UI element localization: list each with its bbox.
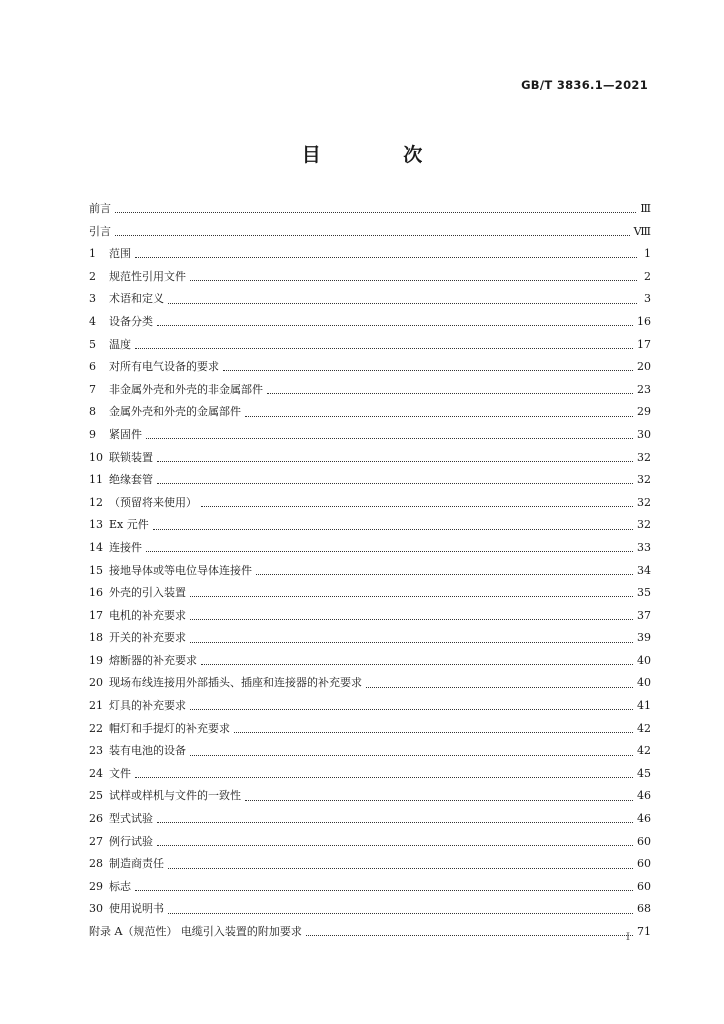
toc-entry-page: 42 xyxy=(637,744,651,758)
toc-entry[interactable] xyxy=(89,311,651,334)
toc-entry-number: 18 xyxy=(89,631,103,645)
toc-entry[interactable] xyxy=(89,514,651,537)
toc-dot-leader xyxy=(157,821,633,823)
toc-entry[interactable] xyxy=(89,627,651,650)
toc-entry-page: 39 xyxy=(637,631,651,645)
toc-entry-label: 前言 xyxy=(89,202,111,215)
toc-dot-leader xyxy=(256,573,633,575)
toc-entry-page: 68 xyxy=(637,902,651,916)
toc-entry-number: 15 xyxy=(89,563,103,577)
toc-entry-page: 29 xyxy=(637,405,651,419)
toc-entry-label: 制造商责任 xyxy=(109,857,164,871)
toc-entry-number: 14 xyxy=(89,540,103,554)
toc-entry-number: 16 xyxy=(89,586,103,600)
toc-entry-label: 例行试验 xyxy=(109,834,153,848)
toc-entry[interactable] xyxy=(89,605,651,628)
standard-code: GB/T 3836.1—2021 xyxy=(521,78,648,92)
toc-entry-label: 联锁装置 xyxy=(109,450,153,464)
toc-entry[interactable] xyxy=(89,288,651,311)
toc-entry[interactable] xyxy=(89,876,651,899)
toc-entry-label: 术语和定义 xyxy=(109,292,164,306)
toc-entry-label: 金属外壳和外壳的金属部件 xyxy=(109,405,241,419)
toc-entry-label: 试样或样机与文件的一致性 xyxy=(109,789,241,803)
toc-entry-page: 60 xyxy=(637,857,651,871)
toc-entry-label: 绝缘套管 xyxy=(109,473,153,487)
toc-entry[interactable] xyxy=(89,266,651,289)
toc-entry-label: 接地导体或等电位导体连接件 xyxy=(109,563,252,577)
page-title: 目 次 xyxy=(301,144,461,166)
toc-entry[interactable] xyxy=(89,424,651,447)
toc-dot-leader xyxy=(157,460,633,462)
toc-entry[interactable] xyxy=(89,447,651,470)
toc-entry[interactable] xyxy=(89,763,651,786)
toc-entry-page: 60 xyxy=(637,834,651,848)
toc-entry-page: 45 xyxy=(637,766,651,780)
toc-entry-number: 30 xyxy=(89,902,103,916)
toc-dot-leader xyxy=(153,528,633,530)
toc-dot-leader xyxy=(146,437,633,439)
toc-entry[interactable] xyxy=(89,582,651,605)
toc-entry-page: 23 xyxy=(637,382,651,396)
toc-entry-label: 紧固件 xyxy=(109,427,142,441)
toc-dot-leader xyxy=(135,776,633,778)
toc-entry-number: 13 xyxy=(89,518,103,532)
toc-entry-page: 37 xyxy=(637,608,651,622)
toc-entry[interactable] xyxy=(89,221,651,244)
toc-entry[interactable] xyxy=(89,853,651,876)
toc-entry-label: 装有电池的设备 xyxy=(109,744,186,758)
toc-dot-leader xyxy=(245,799,633,801)
toc-dot-leader xyxy=(157,482,633,484)
toc-entry-label: 引言 xyxy=(89,224,111,238)
toc-entry-number: 11 xyxy=(89,473,103,487)
toc-entry[interactable] xyxy=(89,334,651,357)
toc-entry-page: 35 xyxy=(637,586,651,600)
toc-entry-page: 40 xyxy=(637,653,651,667)
toc-dot-leader xyxy=(190,641,633,643)
table-of-contents xyxy=(89,198,651,944)
toc-entry-label: （预留将来使用） xyxy=(109,495,197,509)
toc-entry[interactable] xyxy=(89,469,651,492)
toc-entry-number: 22 xyxy=(89,721,103,735)
toc-entry-label: 非金属外壳和外壳的非金属部件 xyxy=(109,382,263,396)
toc-entry[interactable] xyxy=(89,718,651,741)
toc-entry[interactable] xyxy=(89,650,651,673)
toc-dot-leader xyxy=(157,324,633,326)
toc-entry-number: 8 xyxy=(89,405,96,419)
toc-entry-number: 4 xyxy=(89,314,96,328)
toc-entry-page: 2 xyxy=(644,269,651,283)
toc-entry[interactable] xyxy=(89,898,651,921)
toc-entry-number: 9 xyxy=(89,427,96,441)
toc-dot-leader xyxy=(135,256,637,258)
toc-entry[interactable] xyxy=(89,921,651,944)
toc-entry-number: 29 xyxy=(89,879,103,893)
toc-entry-number: 20 xyxy=(89,676,103,690)
toc-entry-number: 2 xyxy=(89,269,96,283)
toc-entry-number: 10 xyxy=(89,450,103,464)
toc-entry-page: 32 xyxy=(637,495,651,509)
toc-entry[interactable] xyxy=(89,785,651,808)
toc-dot-leader xyxy=(135,347,633,349)
toc-entry-label: 规范性引用文件 xyxy=(109,269,186,283)
toc-entry[interactable] xyxy=(89,740,651,763)
toc-entry-page: 40 xyxy=(637,676,651,690)
toc-dot-leader xyxy=(168,912,633,914)
toc-entry-label: 灯具的补充要求 xyxy=(109,699,186,713)
toc-entry-label: 电机的补充要求 xyxy=(109,608,186,622)
toc-entry[interactable] xyxy=(89,198,651,221)
toc-entry-label: 使用说明书 xyxy=(109,902,164,916)
toc-entry-page: 32 xyxy=(637,450,651,464)
toc-entry-label: 标志 xyxy=(109,879,131,893)
toc-entry[interactable] xyxy=(89,560,651,583)
toc-dot-leader xyxy=(157,844,633,846)
toc-entry-page: Ⅷ xyxy=(633,224,651,238)
page-folio: Ⅰ xyxy=(626,932,630,943)
toc-entry-page: 42 xyxy=(637,721,651,735)
toc-entry-label: 对所有电气设备的要求 xyxy=(109,360,219,374)
toc-entry[interactable] xyxy=(89,695,651,718)
toc-entry-number: 28 xyxy=(89,857,103,871)
toc-dot-leader xyxy=(366,686,633,688)
toc-entry-label: 型式试验 xyxy=(109,812,153,826)
toc-dot-leader xyxy=(190,618,633,620)
toc-dot-leader xyxy=(190,708,633,710)
toc-entry-number: 26 xyxy=(89,812,103,826)
toc-dot-leader xyxy=(146,550,633,552)
toc-entry-number: 25 xyxy=(89,789,103,803)
toc-entry-label: 文件 xyxy=(109,766,131,780)
toc-dot-leader xyxy=(190,754,633,756)
toc-dot-leader xyxy=(201,663,633,665)
toc-entry-page: 20 xyxy=(637,360,651,374)
toc-entry[interactable] xyxy=(89,356,651,379)
toc-entry-number: 6 xyxy=(89,360,96,374)
toc-entry-page: 1 xyxy=(644,247,651,261)
toc-entry-page: 30 xyxy=(637,427,651,441)
toc-entry-label: 温度 xyxy=(109,337,131,351)
toc-entry-page: Ⅲ xyxy=(640,202,651,215)
toc-entry-page: 46 xyxy=(637,812,651,826)
toc-entry-label: 现场布线连接用外部插头、插座和连接器的补充要求 xyxy=(109,676,362,690)
toc-entry-page: 32 xyxy=(637,473,651,487)
toc-entry-number: 17 xyxy=(89,608,103,622)
toc-dot-leader xyxy=(223,369,633,371)
toc-dot-leader xyxy=(245,415,633,417)
toc-dot-leader xyxy=(190,279,637,281)
toc-dot-leader xyxy=(190,595,633,597)
toc-dot-leader xyxy=(234,731,633,733)
toc-entry-page: 16 xyxy=(637,314,651,328)
toc-entry-label: 设备分类 xyxy=(109,314,153,328)
toc-entry-number: 1 xyxy=(89,247,96,261)
toc-entry-label: 范围 xyxy=(109,247,131,261)
toc-dot-leader xyxy=(267,392,633,394)
toc-dot-leader xyxy=(168,867,633,869)
toc-entry[interactable] xyxy=(89,401,651,424)
toc-entry-page: 32 xyxy=(637,518,651,532)
toc-entry-page: 60 xyxy=(637,879,651,893)
toc-dot-leader xyxy=(306,934,633,936)
toc-entry-label: 外壳的引入装置 xyxy=(109,586,186,600)
toc-entry-number: 7 xyxy=(89,382,96,396)
toc-dot-leader xyxy=(135,889,633,891)
toc-entry-page: 41 xyxy=(637,699,651,713)
toc-entry-label: Ex 元件 xyxy=(109,518,149,532)
toc-entry-number: 24 xyxy=(89,766,103,780)
toc-entry-label: 连接件 xyxy=(109,540,142,554)
toc-dot-leader xyxy=(201,505,633,507)
toc-entry-number: 19 xyxy=(89,653,103,667)
toc-entry-number: 12 xyxy=(89,495,103,509)
toc-entry-label: 附录 A（规范性） 电缆引入装置的附加要求 xyxy=(89,925,302,938)
toc-entry-number: 5 xyxy=(89,337,96,351)
toc-entry-page: 3 xyxy=(644,292,651,306)
toc-entry-page: 34 xyxy=(637,563,651,577)
toc-entry-label: 熔断器的补充要求 xyxy=(109,653,197,667)
toc-dot-leader xyxy=(168,302,637,304)
toc-entry-label: 开关的补充要求 xyxy=(109,631,186,645)
toc-entry-page: 46 xyxy=(637,789,651,803)
toc-entry-number: 3 xyxy=(89,292,96,306)
toc-entry[interactable] xyxy=(89,379,651,402)
toc-entry-page: 17 xyxy=(637,337,651,351)
toc-entry[interactable] xyxy=(89,537,651,560)
toc-entry[interactable] xyxy=(89,243,651,266)
toc-entry[interactable] xyxy=(89,831,651,854)
toc-entry-label: 帽灯和手提灯的补充要求 xyxy=(109,721,230,735)
toc-entry-page: 71 xyxy=(637,925,651,938)
toc-entry-number: 27 xyxy=(89,834,103,848)
toc-entry[interactable] xyxy=(89,492,651,515)
toc-dot-leader xyxy=(115,234,630,236)
toc-entry[interactable] xyxy=(89,808,651,831)
toc-entry[interactable] xyxy=(89,672,651,695)
toc-entry-number: 23 xyxy=(89,744,103,758)
toc-dot-leader xyxy=(115,211,636,213)
toc-entry-page: 33 xyxy=(637,540,651,554)
toc-entry-number: 21 xyxy=(89,699,103,713)
